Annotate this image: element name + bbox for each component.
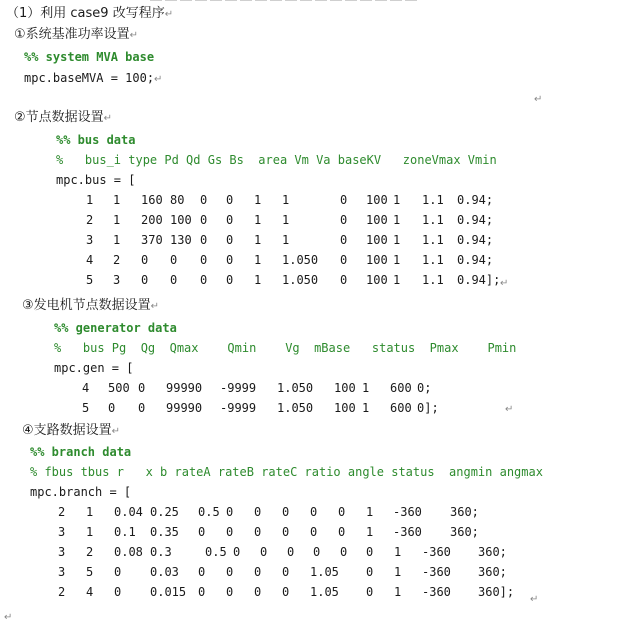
paragraph-mark: ↵ xyxy=(530,594,539,605)
branch-cell: 0.04 xyxy=(114,505,143,519)
bus-cell: 1.050 xyxy=(282,253,319,267)
branch-cell: 0 xyxy=(282,585,290,599)
branch-cell: 0.03 xyxy=(150,565,179,579)
gen-cell: 5 xyxy=(82,401,90,415)
branch-cell: 0 xyxy=(226,505,234,519)
branch-cell: 0 xyxy=(198,585,206,599)
bus-cell: 0.94; xyxy=(457,253,494,267)
branch-cell: 1.05 xyxy=(310,565,339,579)
bus-cell: 100 xyxy=(170,213,192,227)
branch-cell: 0.5 xyxy=(205,545,227,559)
gen-open: mpc.gen = [ xyxy=(54,361,134,375)
paragraph-mark: ↵ xyxy=(4,612,13,623)
bus-cell: 1 xyxy=(393,193,401,207)
branch-cell: 0 xyxy=(198,525,206,539)
bus-cell: 3 xyxy=(113,273,121,287)
bus-cell: 1 xyxy=(254,273,262,287)
branch-cell: 0 xyxy=(226,565,234,579)
bus-cell: 0 xyxy=(340,233,348,247)
bus-cell: 0 xyxy=(226,193,234,207)
gen-row xyxy=(0,400,637,416)
branch-cell: 0 xyxy=(114,585,122,599)
bus-cell: 0 xyxy=(340,193,348,207)
branch-cell: 0 xyxy=(310,505,318,519)
bus-cell: 1 xyxy=(393,233,401,247)
branch-cell: 0 xyxy=(254,585,262,599)
branch-cell: 1.05 xyxy=(310,585,339,599)
bus-row xyxy=(0,192,637,208)
branch-cell: 0 xyxy=(366,545,374,559)
branch-cell: 3 xyxy=(58,565,66,579)
section-1-code: mpc.baseMVA = 100;↵ xyxy=(24,71,163,85)
bus-cell: 1 xyxy=(113,213,121,227)
gen-header: % bus Pg Qg Qmax Qmin Vg mBase status Pmax Pmin xyxy=(54,341,517,355)
gen-cell: -9999 xyxy=(220,401,257,415)
branch-cell: 360; xyxy=(450,505,479,519)
branch-cell: 360; xyxy=(478,565,507,579)
gen-cell: 1.050 xyxy=(277,401,314,415)
bus-cell: 100 xyxy=(366,253,388,267)
gen-cell: 99990 xyxy=(166,381,203,395)
paragraph-mark: ↵ xyxy=(534,94,543,105)
bus-cell: 2 xyxy=(113,253,121,267)
branch-cell: 0 xyxy=(114,565,122,579)
gen-cell: 600 xyxy=(390,381,412,395)
branch-cell: 1 xyxy=(366,505,374,519)
bus-cell: 1.1 xyxy=(422,213,444,227)
section-1-heading: ①系统基准功率设置↵ xyxy=(14,27,139,42)
gen-cell: 600 xyxy=(390,401,412,415)
branch-cell: -360 xyxy=(422,565,451,579)
bus-cell: 0 xyxy=(200,273,208,287)
branch-cell: 360; xyxy=(478,545,507,559)
branch-cell: 0.3 xyxy=(150,545,172,559)
branch-cell: 4 xyxy=(86,585,94,599)
section-4-heading: ④支路数据设置↵ xyxy=(22,423,121,438)
bus-cell: 1.1 xyxy=(422,233,444,247)
bus-cell: 1 xyxy=(282,193,290,207)
paragraph-mark: ↵ xyxy=(500,278,509,289)
bus-cell: 1 xyxy=(254,213,262,227)
bus-cell: 0 xyxy=(200,193,208,207)
bus-cell: 0 xyxy=(200,253,208,267)
bus-cell: 1 xyxy=(282,233,290,247)
bus-cell: 100 xyxy=(366,193,388,207)
section-2-comment: %% bus data xyxy=(56,133,136,147)
branch-cell: 1 xyxy=(394,545,402,559)
cropped-text-fragment xyxy=(150,0,440,1)
bus-cell: 0.94; xyxy=(457,213,494,227)
bus-cell: 1 xyxy=(393,273,401,287)
bus-cell: 2 xyxy=(86,213,94,227)
branch-cell: 0 xyxy=(282,505,290,519)
section-2-heading: ②节点数据设置↵ xyxy=(14,110,113,125)
branch-header: % fbus tbus r x b rateA rateB rateC ratio angle status angmin angmax xyxy=(30,465,543,479)
section-3-heading: ③发电机节点数据设置↵ xyxy=(22,298,160,313)
branch-cell: 0.08 xyxy=(114,545,143,559)
gen-cell: 0 xyxy=(138,381,146,395)
bus-open: mpc.bus = [ xyxy=(56,173,136,187)
branch-cell: 0 xyxy=(198,565,206,579)
bus-cell: 0.94; xyxy=(457,193,494,207)
gen-cell: 100 xyxy=(334,381,356,395)
intro-line: （1）利用 case9 改写程序↵ xyxy=(6,6,174,21)
bus-cell: 160 xyxy=(141,193,163,207)
branch-cell: 1 xyxy=(366,525,374,539)
bus-cell: 1 xyxy=(393,213,401,227)
gen-cell: 0]; xyxy=(417,401,439,415)
branch-cell: 0 xyxy=(340,545,348,559)
bus-cell: 100 xyxy=(366,273,388,287)
branch-cell: -360 xyxy=(422,585,451,599)
branch-cell: 0 xyxy=(338,505,346,519)
branch-cell: 3 xyxy=(58,545,66,559)
bus-cell: 0 xyxy=(200,213,208,227)
bus-cell: 100 xyxy=(366,233,388,247)
bus-cell: 1 xyxy=(86,193,94,207)
bus-cell: 0 xyxy=(226,273,234,287)
branch-cell: 0 xyxy=(366,585,374,599)
gen-cell: 4 xyxy=(82,381,90,395)
bus-cell: 3 xyxy=(86,233,94,247)
branch-cell: 0 xyxy=(233,545,241,559)
branch-row xyxy=(0,544,637,560)
bus-cell: 0 xyxy=(340,253,348,267)
gen-cell: 1 xyxy=(362,401,370,415)
gen-cell: -9999 xyxy=(220,381,257,395)
branch-cell: 0 xyxy=(287,545,295,559)
bus-cell: 370 xyxy=(141,233,163,247)
branch-row xyxy=(0,504,637,520)
bus-cell: 1.1 xyxy=(422,253,444,267)
bus-cell: 0 xyxy=(170,273,178,287)
bus-cell: 130 xyxy=(170,233,192,247)
bus-row xyxy=(0,232,637,248)
branch-cell: 1 xyxy=(86,525,94,539)
bus-cell: 1 xyxy=(254,193,262,207)
bus-row xyxy=(0,252,637,268)
gen-cell: 99990 xyxy=(166,401,203,415)
bus-row xyxy=(0,272,637,288)
bus-cell: 0 xyxy=(340,213,348,227)
bus-cell: 1.050 xyxy=(282,273,319,287)
bus-cell: 1 xyxy=(393,253,401,267)
branch-cell: 0.35 xyxy=(150,525,179,539)
gen-cell: 0 xyxy=(108,401,116,415)
branch-cell: 0 xyxy=(254,525,262,539)
branch-cell: 0 xyxy=(226,585,234,599)
gen-cell: 0 xyxy=(138,401,146,415)
bus-header: % bus_i type Pd Qd Gs Bs area Vm Va baseKV zoneVmax Vmin xyxy=(56,153,497,167)
branch-cell: 0 xyxy=(310,525,318,539)
bus-cell: 0.94]; xyxy=(457,273,501,287)
branch-cell: 0.015 xyxy=(150,585,187,599)
branch-cell: 0 xyxy=(282,565,290,579)
gen-row xyxy=(0,380,637,396)
branch-cell: 360; xyxy=(450,525,479,539)
bus-cell: 0 xyxy=(141,253,149,267)
branch-cell: 0.1 xyxy=(114,525,136,539)
bus-cell: 1 xyxy=(113,233,121,247)
section-4-comment: %% branch data xyxy=(30,445,132,459)
branch-cell: 1 xyxy=(86,505,94,519)
bus-row xyxy=(0,212,637,228)
branch-cell: 2 xyxy=(58,585,66,599)
bus-cell: 0 xyxy=(340,273,348,287)
branch-cell: 5 xyxy=(86,565,94,579)
branch-cell: -360 xyxy=(393,505,422,519)
branch-cell: 0.5 xyxy=(198,505,220,519)
bus-cell: 1.1 xyxy=(422,193,444,207)
bus-cell: 0 xyxy=(170,253,178,267)
branch-cell: 360]; xyxy=(478,585,515,599)
branch-cell: 0 xyxy=(254,565,262,579)
bus-cell: 4 xyxy=(86,253,94,267)
branch-row xyxy=(0,564,637,580)
paragraph-mark: ↵ xyxy=(505,404,514,415)
gen-cell: 100 xyxy=(334,401,356,415)
bus-cell: 0 xyxy=(226,253,234,267)
section-3-comment: %% generator data xyxy=(54,321,177,335)
branch-cell: 0 xyxy=(260,545,268,559)
branch-cell: 1 xyxy=(394,565,402,579)
gen-cell: 0; xyxy=(417,381,432,395)
gen-cell: 500 xyxy=(108,381,130,395)
branch-cell: 3 xyxy=(58,525,66,539)
branch-row xyxy=(0,584,637,600)
branch-cell: 2 xyxy=(86,545,94,559)
bus-cell: 1 xyxy=(113,193,121,207)
bus-cell: 0 xyxy=(226,213,234,227)
section-1-comment: %% system MVA base xyxy=(24,50,155,64)
branch-cell: 0.25 xyxy=(150,505,179,519)
bus-cell: 1 xyxy=(254,253,262,267)
bus-cell: 0 xyxy=(200,233,208,247)
gen-cell: 1 xyxy=(362,381,370,395)
branch-cell: 0 xyxy=(282,525,290,539)
branch-cell: 0 xyxy=(338,525,346,539)
bus-cell: 0.94; xyxy=(457,233,494,247)
branch-cell: 2 xyxy=(58,505,66,519)
bus-cell: 80 xyxy=(170,193,185,207)
bus-cell: 1.1 xyxy=(422,273,444,287)
branch-open: mpc.branch = [ xyxy=(30,485,132,499)
branch-cell: -360 xyxy=(422,545,451,559)
branch-cell: 0 xyxy=(366,565,374,579)
branch-cell: 0 xyxy=(254,505,262,519)
branch-row xyxy=(0,524,637,540)
bus-cell: 100 xyxy=(366,213,388,227)
bus-cell: 0 xyxy=(226,233,234,247)
bus-cell: 200 xyxy=(141,213,163,227)
bus-cell: 1 xyxy=(254,233,262,247)
branch-cell: 0 xyxy=(226,525,234,539)
bus-cell: 1 xyxy=(282,213,290,227)
bus-cell: 5 xyxy=(86,273,94,287)
bus-cell: 0 xyxy=(141,273,149,287)
gen-cell: 1.050 xyxy=(277,381,314,395)
branch-cell: -360 xyxy=(393,525,422,539)
branch-cell: 1 xyxy=(394,585,402,599)
branch-cell: 0 xyxy=(313,545,321,559)
